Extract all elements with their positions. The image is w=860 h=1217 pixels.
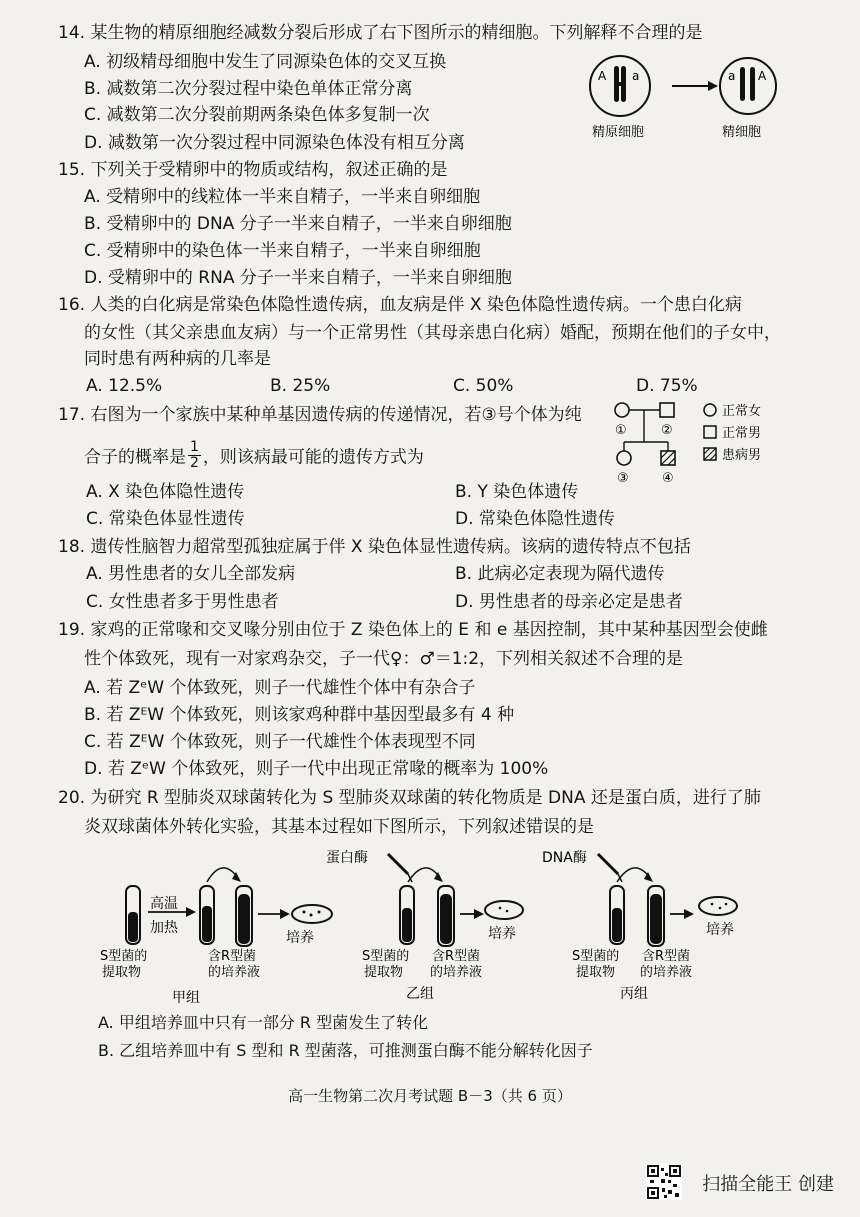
q17-stem-line2 <box>84 439 424 473</box>
group3-s-extract-1: S型菌的 <box>572 949 620 964</box>
q17-option-d: D. 常染色体隐性遗传 <box>455 509 615 529</box>
q15-option-c: C. 受精卵中的染色体一半来自精子，一半来自卵细胞 <box>84 241 481 261</box>
q17-fraction-numerator: 1 <box>190 439 199 455</box>
q19-option-a: A. 若 ZᵉW 个体致死，则子一代雄性个体中有杂合子 <box>84 678 476 698</box>
q17-pedigree <box>612 400 802 486</box>
q19-option-d: D. 若 ZᵉW 个体致死，则子一代中出现正常喙的概率为 100% <box>84 759 549 779</box>
q16-option-d: D. 75% <box>636 376 698 396</box>
q14-option-d: D. 减数第一次分裂过程中同源染色体没有相互分离 <box>84 133 465 153</box>
group2-r-medium-1: 含R型菌 <box>432 949 481 964</box>
q17-option-a: A. X 染色体隐性遗传 <box>86 482 245 502</box>
scanner-watermark: 扫描全能王 创建 <box>702 1174 834 1195</box>
q18-stem: 18. 遗传性脑智力超常型孤独症属于伴 X 染色体显性遗传病。该病的遗传特点不包括 <box>58 537 691 557</box>
q17-stem-line1: 17. 右图为一个家族中某种单基因遗传病的传递情况，若③号个体为纯 <box>58 405 582 425</box>
q20-option-b: B. 乙组培养皿中有 S 型和 R 型菌落，可推测蛋白酶不能分解转化因子 <box>98 1041 593 1060</box>
allele-a-label-2: a <box>728 69 736 83</box>
q20-option-a: A. 甲组培养皿中只有一部分 R 型菌发生了转化 <box>98 1013 429 1032</box>
group1-s-extract-1: S型菌的 <box>100 949 148 964</box>
q19-option-b: B. 若 ZᴱW 个体致死，则该家鸡种群中基因型最多有 4 种 <box>84 705 515 725</box>
q16-stem-line3: 同时患有两种病的几率是 <box>84 349 271 369</box>
q14-stem: 14. 某生物的精原细胞经减数分裂后形成了右下图所示的精细胞。下列解释不合理的是 <box>58 23 703 43</box>
q14-option-b: B. 减数第二次分裂过程中染色单体正常分离 <box>84 79 413 99</box>
q20-experiment-figure <box>90 842 770 1010</box>
pedigree-node-4: ④ <box>662 471 674 486</box>
q17-stem-pre: 合子的概率是 <box>84 447 186 468</box>
q18-option-d: D. 男性患者的母亲必定是患者 <box>455 592 683 612</box>
q18-option-b: B. 此病必定表现为隔代遗传 <box>455 564 665 584</box>
culture-label-2: 培养 <box>488 926 516 942</box>
q17-option-b: B. Y 染色体遗传 <box>455 482 579 502</box>
group1-r-medium-2: 的培养液 <box>208 965 261 980</box>
allele-A-label: A <box>598 69 607 83</box>
allele-a-label: a <box>632 69 640 83</box>
spermatogonium-label: 精原细胞 <box>592 125 645 140</box>
group1-label: 甲组 <box>172 990 200 1006</box>
q20-stem-line2: 炎双球菌体外转化实验，其基本过程如下图所示，下列叙述错误的是 <box>84 817 594 837</box>
pedigree-node-3: ③ <box>617 471 629 486</box>
qr-code-icon <box>646 1164 682 1200</box>
q15-stem: 15. 下列关于受精卵中的物质或结构，叙述正确的是 <box>58 160 448 180</box>
group2-s-extract-2: 提取物 <box>364 965 404 980</box>
q17-fraction-denominator: 2 <box>190 455 199 471</box>
group3-label: 丙组 <box>620 986 648 1002</box>
q18-option-a: A. 男性患者的女儿全部发病 <box>86 564 296 584</box>
q19-stem-line1: 19. 家鸡的正常喙和交叉喙分别由位于 Z 染色体上的 E 和 e 基因控制，其中某种基因型会使雌 <box>58 620 768 640</box>
q17-fraction <box>188 440 201 471</box>
group2-s-extract-1: S型菌的 <box>362 949 410 964</box>
q16-option-b: B. 25% <box>270 376 331 396</box>
allele-A-label-2: A <box>758 69 767 83</box>
group3-s-extract-2: 提取物 <box>576 965 616 980</box>
group1-r-medium-1: 含R型菌 <box>208 949 257 964</box>
pedigree-node-1: ① <box>615 423 627 438</box>
culture-label-3: 培养 <box>706 922 734 938</box>
group2-label: 乙组 <box>406 986 434 1002</box>
legend-normal-female: 正常女 <box>722 404 762 419</box>
q15-option-d: D. 受精卵中的 RNA 分子一半来自精子，一半来自卵细胞 <box>84 268 512 288</box>
pedigree-node-2: ② <box>661 423 673 438</box>
legend-normal-male: 正常男 <box>722 426 762 441</box>
heat-label-2: 加热 <box>150 920 178 936</box>
q17-stem-post: ，则该病最可能的遗传方式为 <box>202 447 424 468</box>
q16-option-c: C. 50% <box>453 376 514 396</box>
group3-r-medium-2: 的培养液 <box>640 965 693 980</box>
legend-affected-male: 患病男 <box>722 448 762 463</box>
q20-stem-line1: 20. 为研究 R 型肺炎双球菌转化为 S 型肺炎双球菌的转化物质是 DNA 还是蛋白质，进行了肺 <box>58 788 761 808</box>
q15-option-b: B. 受精卵中的 DNA 分子一半来自精子，一半来自卵细胞 <box>84 214 512 234</box>
q19-option-c: C. 若 ZᴱW 个体致死，则子一代雄性个体表现型不同 <box>84 732 476 752</box>
protease-label: 蛋白酶 <box>326 850 368 866</box>
q17-option-c: C. 常染色体显性遗传 <box>86 509 245 529</box>
q19-stem-line2: 性个体致死，现有一对家鸡杂交，子一代♀：♂＝1:2，下列相关叙述不合理的是 <box>84 649 684 669</box>
sperm-cell-label: 精细胞 <box>722 125 762 140</box>
q14-cell-figure <box>580 50 780 142</box>
group3-r-medium-1: 含R型菌 <box>642 949 691 964</box>
q14-option-a: A. 初级精母细胞中发生了同源染色体的交叉互换 <box>84 52 447 72</box>
q18-option-c: C. 女性患者多于男性患者 <box>86 592 279 612</box>
page-footer: 高一生物第二次月考试题 B－3（共 6 页） <box>288 1087 572 1105</box>
q15-option-a: A. 受精卵中的线粒体一半来自精子，一半来自卵细胞 <box>84 187 481 207</box>
culture-label-1: 培养 <box>286 930 314 946</box>
q16-option-a: A. 12.5% <box>86 376 163 396</box>
q16-stem-line2: 的女性（其父亲患血友病）与一个正常男性（其母亲患白化病）婚配，预期在他们的子女中， <box>84 323 781 343</box>
q14-option-c: C. 减数第二次分裂前期两条染色体多复制一次 <box>84 105 430 125</box>
group2-r-medium-2: 的培养液 <box>430 965 483 980</box>
heat-label-1: 高温 <box>150 896 178 912</box>
group1-s-extract-2: 提取物 <box>102 965 142 980</box>
q16-stem-line1: 16. 人类的白化病是常染色体隐性遗传病，血友病是伴 X 染色体隐性遗传病。一个患白化病 <box>58 295 742 315</box>
dnase-label: DNA酶 <box>542 850 587 866</box>
